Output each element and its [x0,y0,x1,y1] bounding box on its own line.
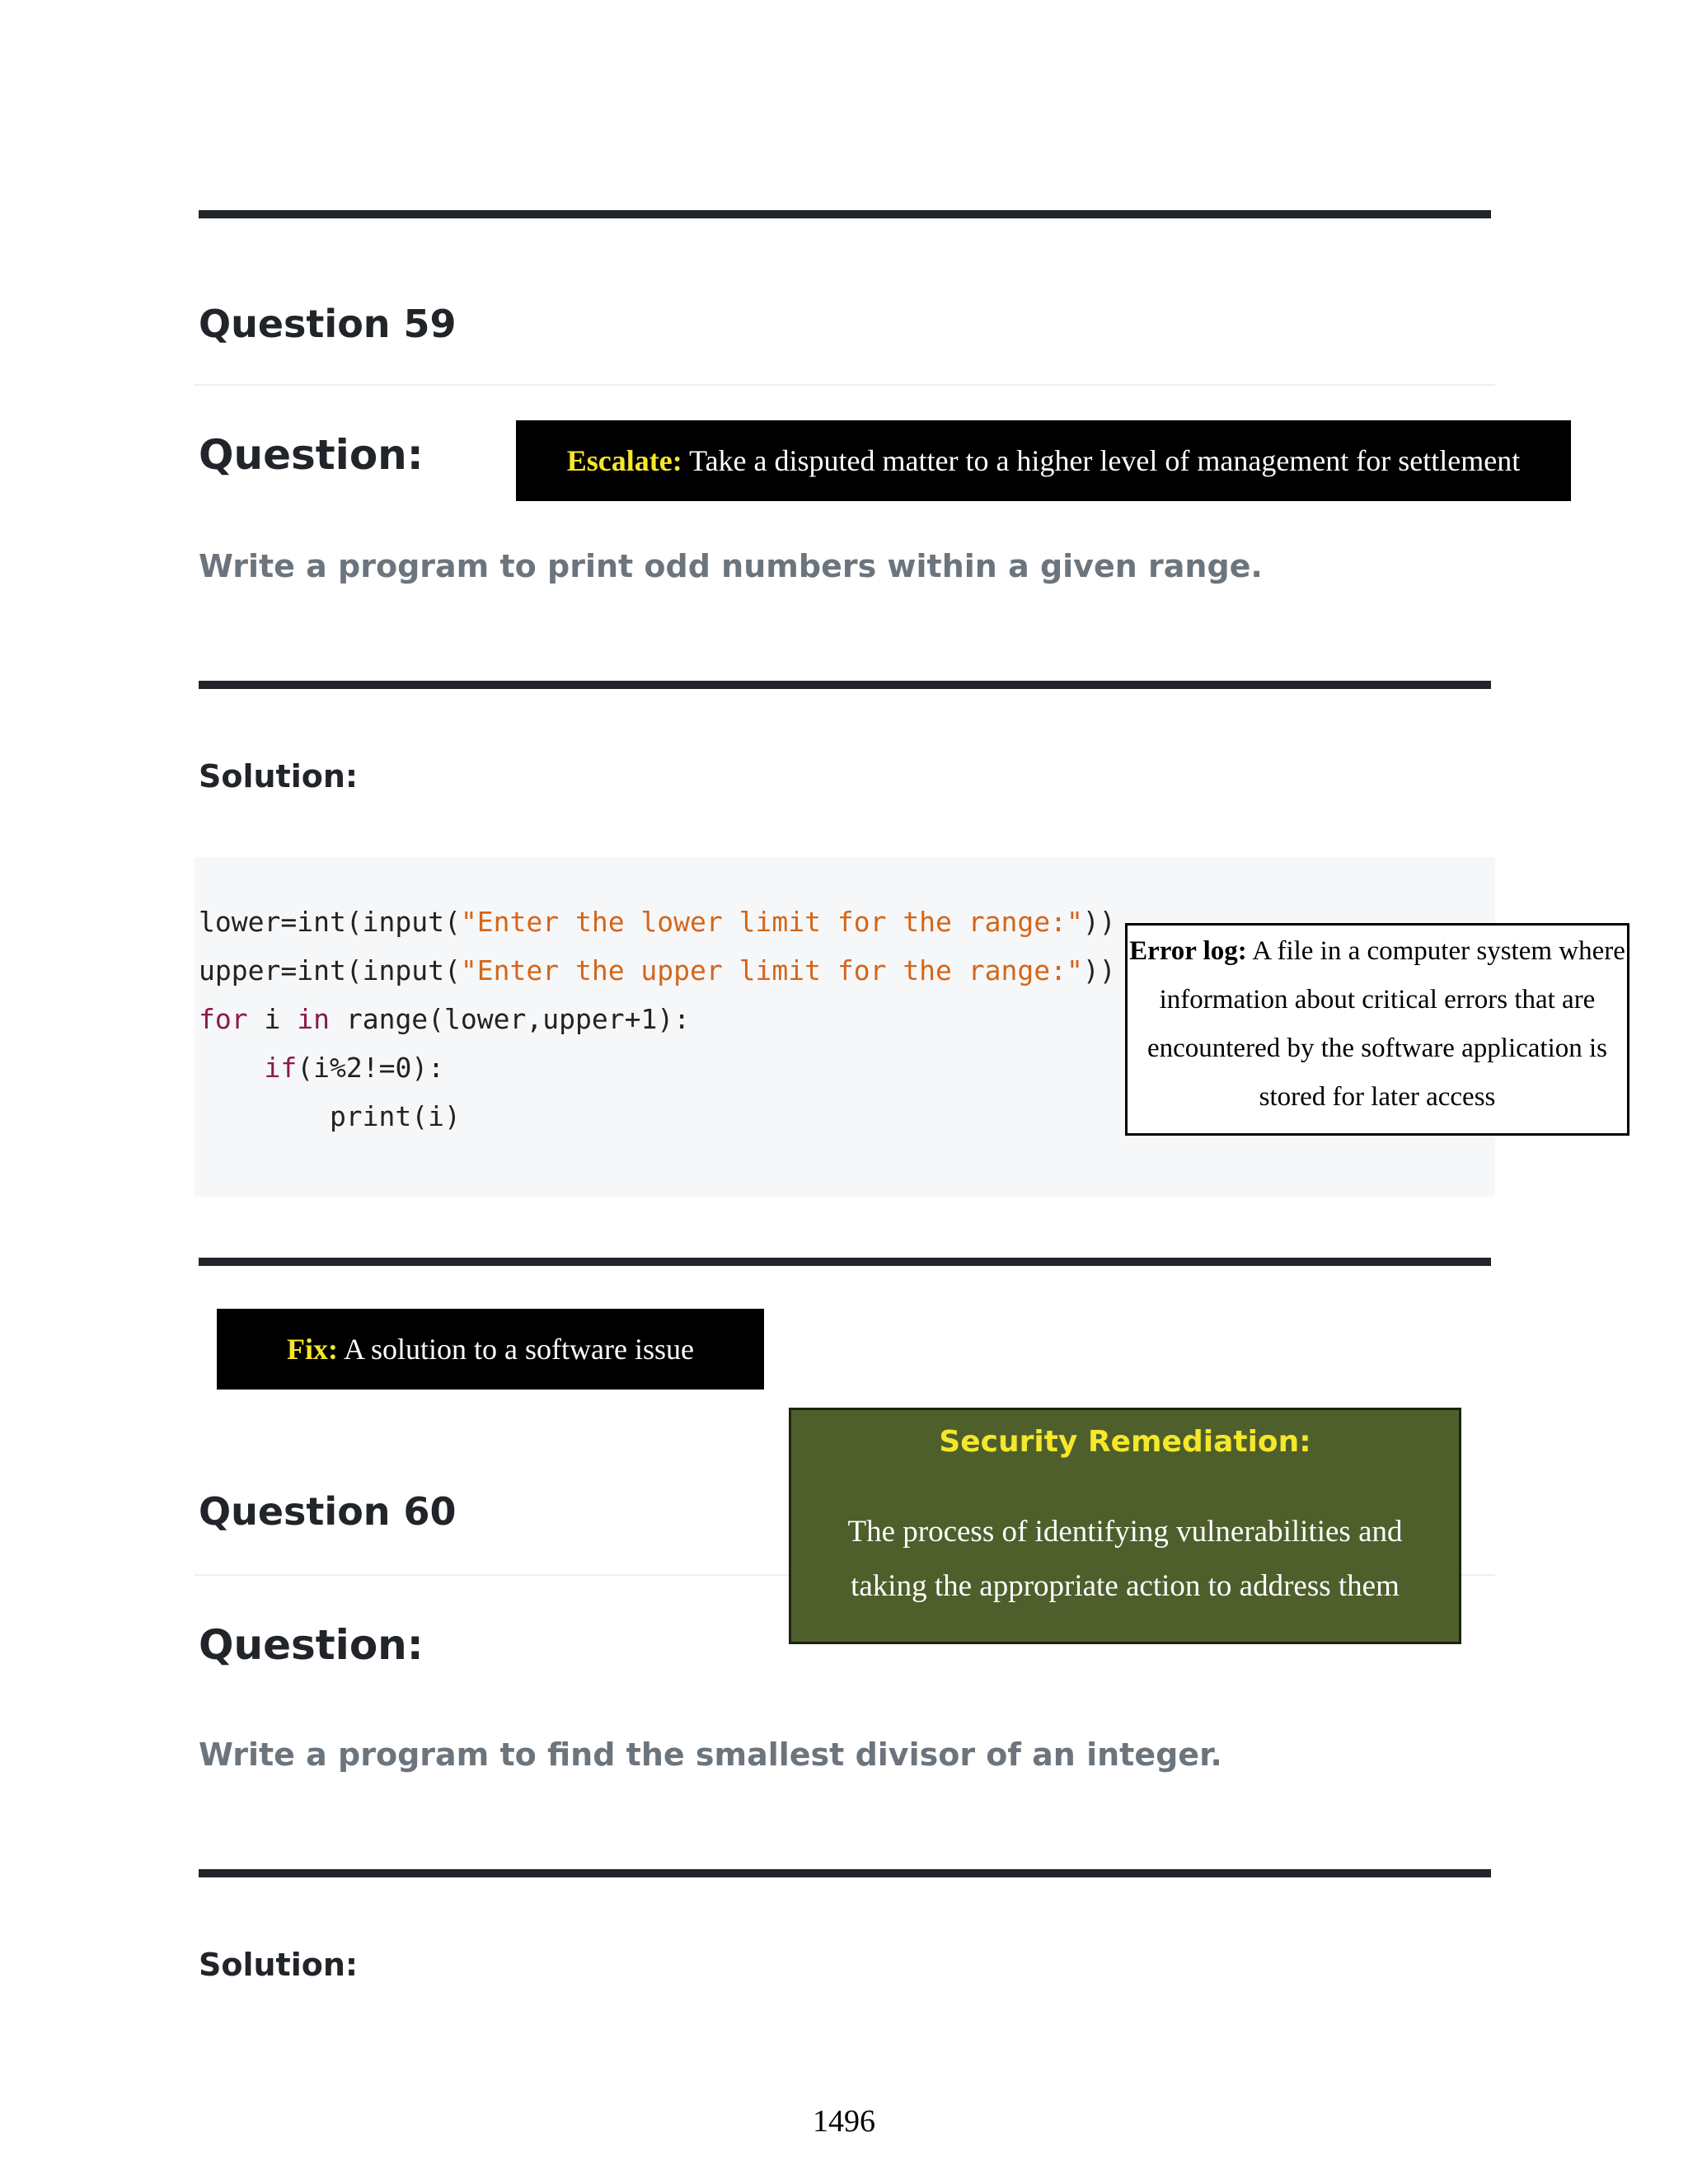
fix-annotation [217,1309,764,1390]
code-line-1 [199,906,1116,939]
escalate-annotation [516,420,1571,501]
solution-label: Solution: [199,758,359,794]
heading-underline [195,384,1495,386]
code-text: i [247,1003,298,1035]
security-remediation-definition: The process of identifying vulnerabilities and taking the appropriate action to address them [847,1515,1403,1603]
code-string: "Enter the lower limit for the range:" [460,906,1083,938]
code-text: range(lower,upper+1): [329,1003,691,1035]
code-line-2 [199,954,1116,987]
code-keyword: if [264,1052,298,1084]
escalate-definition: Take a disputed matter to a higher level of management for settlement [682,444,1521,477]
section-divider [199,1869,1491,1877]
code-indent [199,1052,264,1084]
page-number: 1496 [813,2104,875,2139]
question-text: Write a program to find the smallest divisor of an integer. [199,1736,1222,1773]
code-text: (i%2!=0): [297,1052,445,1084]
code-line-3 [199,1003,690,1036]
escalate-term: Escalate: [566,444,682,477]
code-string: "Enter the upper limit for the range:" [460,954,1083,987]
code-text: )) [1082,954,1116,987]
code-text: )) [1082,906,1116,938]
section-divider [199,681,1491,689]
error-log-term: Error log: [1129,936,1247,966]
code-line-5: print(i) [199,1100,461,1132]
error-log-annotation [1125,923,1629,1136]
fix-definition: A solution to a software issue [338,1333,694,1366]
section-divider [199,210,1491,218]
code-text: lower=int(input( [199,906,461,938]
code-text: upper=int(input( [199,954,461,987]
security-remediation-annotation [789,1408,1461,1644]
fix-term: Fix: [287,1333,338,1366]
code-keyword: in [297,1003,330,1035]
section-divider [199,1258,1491,1266]
question-60-heading: Question 60 [199,1489,457,1534]
security-remediation-title: Security Remediation: [939,1425,1311,1459]
question-label: Question: [199,1621,424,1669]
error-log-definition: A file in a computer system where information about critical errors that are encountered by the software application is stored for later access [1146,936,1625,1112]
code-line-4 [199,1052,444,1085]
question-text: Write a program to print odd numbers within a given range. [199,548,1263,584]
question-label: Question: [199,431,424,479]
question-59-heading: Question 59 [199,302,457,346]
solution-label: Solution: [199,1947,359,1983]
code-keyword: for [199,1003,248,1035]
